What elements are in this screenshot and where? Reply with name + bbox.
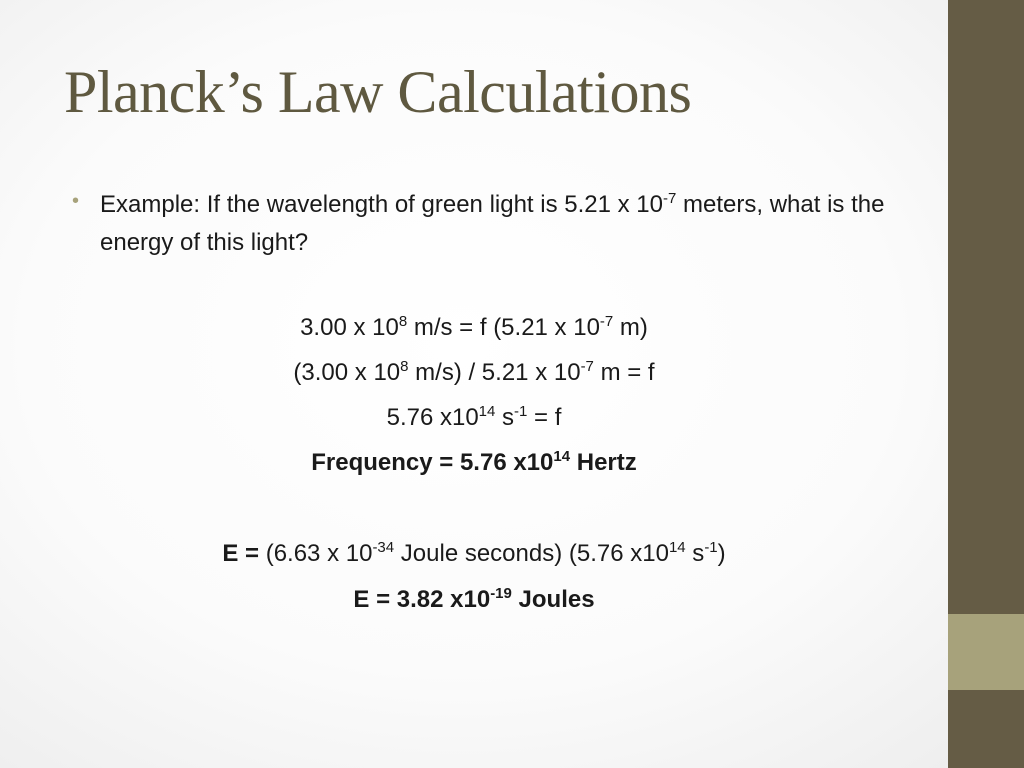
- equation-line-3: 5.76 $x10^{14}$ $s^{-1} = f$: [386, 403, 562, 431]
- question-text: Example: If the wavelength of green light is 5.21 x $10^{-7}$ meters, what is the energy of this light?: [100, 190, 885, 256]
- frequency-result: Frequency = 5.76 $x10^{14}$ Hertz: [311, 448, 637, 476]
- energy-result: E = 3.82 $x10^{-19}$ Joules: [353, 585, 595, 613]
- slide-title: Planck’s Law Calculations: [64, 59, 692, 125]
- sidebar-accent-block: [948, 614, 1024, 690]
- energy-equation: E = (6.63 x $10^{-34}$ Joule seconds) (5.76 $x10^{14}$ $s^{-1}$): [222, 539, 726, 567]
- bullet-icon: •: [72, 190, 80, 212]
- equation-line-2: (3.00 x $10^8$ m/s) / 5.21 x $10^{-7}$ m = f: [293, 358, 655, 386]
- equation-line-1: 3.00 x $10^8$ m/s = f (5.21 x $10^{-7}$ m): [300, 313, 648, 341]
